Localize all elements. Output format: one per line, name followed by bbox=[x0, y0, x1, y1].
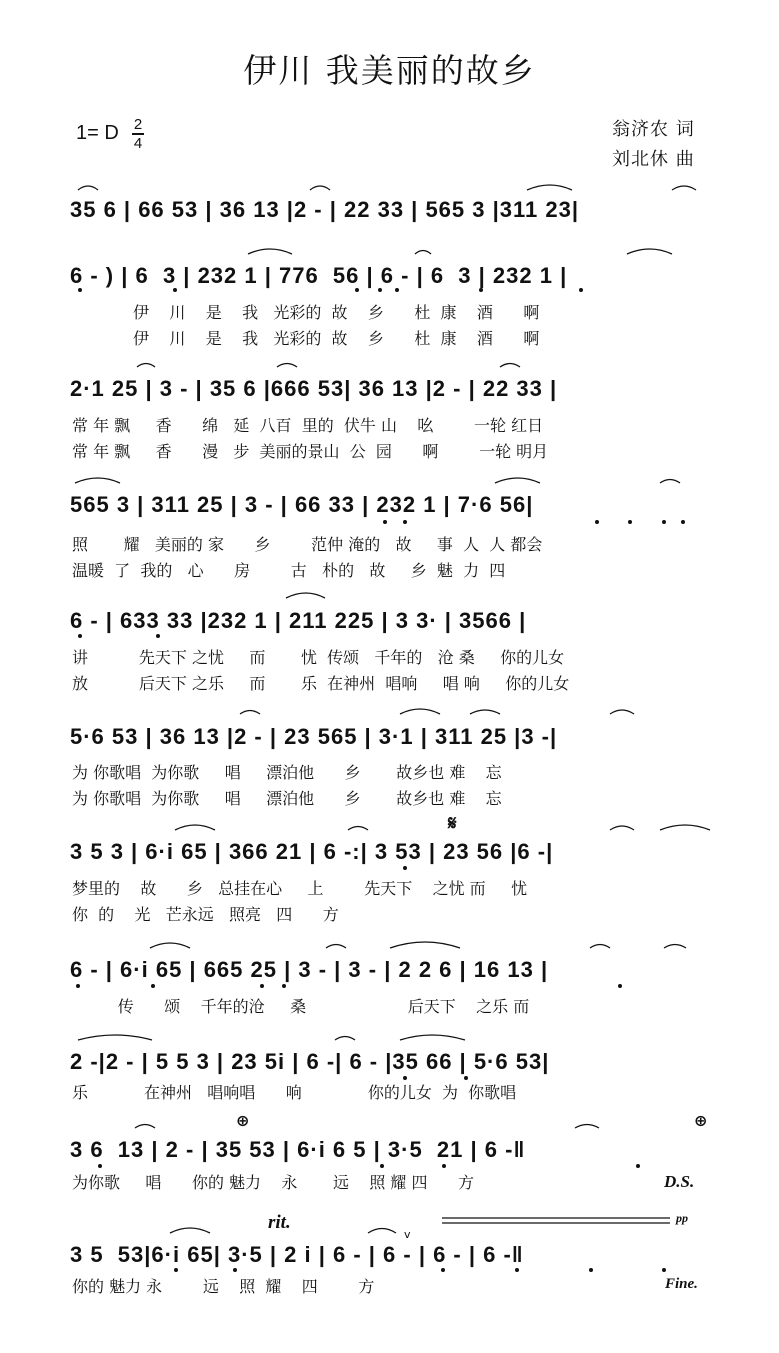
ritardando-mark: rit. bbox=[268, 1212, 291, 1233]
lyric-line-11: 你的 魅力 永 远 照 耀 四 方 bbox=[72, 1277, 375, 1296]
notation-line-10: 3 6 13 | 2 - | 35 53 | 6·i 6 5 | 3·5 21 | 6 -‖ bbox=[70, 1137, 526, 1162]
lyric-line-6-verse-1: 为 你歌唱 为你歌 唱 漂泊他 乡 故乡也 难 忘 bbox=[72, 763, 502, 782]
slur bbox=[335, 1037, 355, 1041]
slur bbox=[415, 251, 431, 255]
song-title: 伊川 我美丽的故乡 bbox=[243, 51, 536, 90]
notation-line-1: 35 6 | 66 53 | 36 13 |2 - | 22 33 | 565 3 |311 23| bbox=[70, 197, 579, 222]
diminuendo-lines bbox=[442, 1218, 670, 1223]
lyric-line-9: 乐 在神州 唱响唱 响 你的儿女 为 你歌唱 bbox=[72, 1083, 517, 1102]
fine-mark: Fine. bbox=[665, 1276, 698, 1292]
slur bbox=[326, 945, 346, 949]
time-signature-bottom: 4 bbox=[133, 135, 143, 152]
slur bbox=[495, 478, 540, 483]
lyricist-credit: 翁济农 词 bbox=[612, 119, 695, 140]
notation-line-7: 3 5 3 | 6·i 65 | 366 21 | 6 -:| 3 53 | 23 56 |6 -| bbox=[70, 839, 554, 864]
slur bbox=[150, 943, 190, 948]
slur bbox=[660, 825, 710, 830]
slur bbox=[248, 249, 292, 254]
lyric-line-2-verse-1: 伊 川 是 我 光彩的 故 乡 杜 康 酒 啊 bbox=[72, 303, 540, 322]
slur bbox=[664, 945, 686, 949]
notation-line-4: 565 3 | 311 25 | 3 - | 66 33 | 232 1 | 7·6 56| bbox=[70, 492, 534, 517]
coda-icon: ⊕ bbox=[236, 1111, 250, 1130]
notation-line-9: 2 -|2 - | 5 5 3 | 23 5i | 6 -| 6 - |35 66 | 5·6 53| bbox=[70, 1049, 550, 1074]
slur bbox=[500, 364, 520, 368]
lyric-line-3-verse-2: 常 年 飘 香 漫 步 美丽的景山 公 园 啊 一轮 明月 bbox=[72, 442, 549, 461]
notation-line-8: 6 - | 6·i 65 | 665 25 | 3 - | 3 - | 2 2 6 | 16 13 | bbox=[70, 957, 549, 982]
slur bbox=[470, 710, 500, 714]
slur bbox=[400, 709, 440, 714]
breath-mark: v bbox=[404, 1228, 411, 1241]
lyric-line-7-verse-1: 梦里的 故 乡 总挂在心 上 先天下 之忧 而 忧 bbox=[72, 879, 528, 898]
lyric-line-4-verse-1: 照 耀 美丽的 家 乡 范仲 淹的 故 事 人 人 都会 bbox=[72, 535, 543, 554]
notation-line-6: 5·6 53 | 36 13 |2 - | 23 565 | 3·1 | 311 25 |3 -| bbox=[70, 724, 558, 749]
lyric-line-5-verse-2: 放 后天下 之乐 而 乐 在神州 唱响 唱 响 你的儿女 bbox=[72, 674, 570, 693]
lyric-line-7-verse-2: 你 的 光 芒永远 照亮 四 方 bbox=[72, 905, 339, 924]
notation-line-5: 6 - | 633 33 |232 1 | 211 225 | 3 3· | 3566 | bbox=[70, 608, 527, 633]
notation-line-3: 2·1 25 | 3 - | 35 6 |666 53| 36 13 |2 - | 22 33 | bbox=[70, 376, 558, 401]
slur bbox=[527, 185, 572, 190]
slur bbox=[78, 186, 98, 190]
slur bbox=[672, 186, 696, 190]
slur bbox=[348, 827, 368, 831]
slur bbox=[627, 249, 672, 254]
lyric-line-5-verse-1: 讲 先天下 之忧 而 忧 传颂 千年的 沧 桑 你的儿女 bbox=[72, 648, 565, 667]
slur bbox=[368, 1229, 396, 1234]
slur bbox=[135, 1125, 155, 1129]
slur bbox=[610, 710, 634, 714]
composer-credit: 刘北休 曲 bbox=[612, 149, 695, 170]
lyric-line-2-verse-2: 伊 川 是 我 光彩的 故 乡 杜 康 酒 啊 bbox=[72, 329, 540, 348]
lyric-line-6-verse-2: 为 你歌唱 为你歌 唱 漂泊他 乡 故乡也 难 忘 bbox=[72, 789, 502, 808]
slur bbox=[310, 186, 330, 190]
slur bbox=[240, 711, 260, 715]
lyric-line-3-verse-1: 常 年 飘 香 绵 延 八百 里的 伏牛 山 吆 一轮 红日 bbox=[72, 416, 544, 435]
lyric-line-10: 为你歌 唱 你的 魅力 永 远 照 耀 四 方 bbox=[72, 1173, 475, 1192]
notation-line-2: 6 - ) | 6 3 | 232 1 | 776 56 | 6 - | 6 3 | 232 1 | bbox=[70, 263, 568, 288]
segno-icon: 𝄋 bbox=[448, 811, 457, 835]
slur bbox=[170, 1228, 210, 1233]
slur bbox=[590, 945, 610, 949]
slur bbox=[610, 826, 634, 830]
time-signature-top: 2 bbox=[133, 116, 143, 133]
slur bbox=[660, 480, 680, 484]
slur bbox=[137, 364, 155, 368]
slur bbox=[390, 942, 460, 948]
dal-segno-mark: D.S. bbox=[664, 1172, 695, 1191]
pianissimo-mark: pp bbox=[676, 1211, 688, 1225]
slur bbox=[175, 825, 215, 830]
key-signature: 1= D bbox=[76, 122, 119, 144]
lyric-line-8: 传 颂 千年的沧 桑 后天下 之乐 而 bbox=[72, 997, 530, 1016]
octave-dots bbox=[76, 288, 685, 1272]
slur bbox=[75, 478, 120, 483]
lyric-line-4-verse-2: 温暖 了 我的 心 房 古 朴的 故 乡 魅 力 四 bbox=[72, 561, 506, 580]
coda-icon: ⊕ bbox=[694, 1111, 708, 1130]
slur bbox=[286, 593, 325, 598]
slur bbox=[400, 1035, 465, 1040]
slur bbox=[78, 1035, 152, 1040]
slur bbox=[575, 1125, 599, 1129]
notation-line-11: 3 5 53|6·i 65| 3·5 | 2 i | 6 - | 6 - | 6 - | 6 -‖ bbox=[70, 1242, 524, 1267]
slur bbox=[277, 364, 297, 368]
